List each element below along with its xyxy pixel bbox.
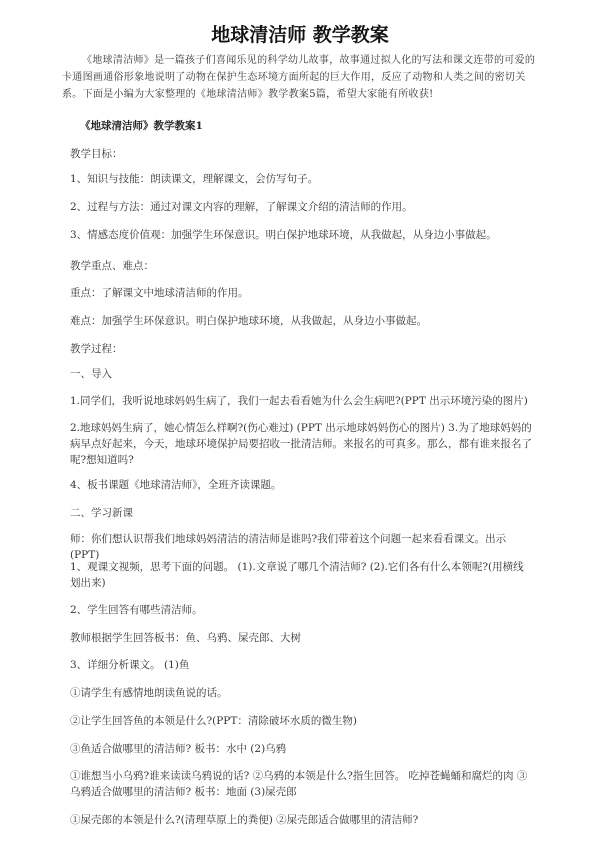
process-heading: 教学过程： bbox=[70, 343, 123, 355]
teacher-prompt: 师：你们想认识帮我们地球妈妈清洁的清洁师是谁吗?我们带着这个问题一起来看看课文。出示(PPT) bbox=[70, 533, 507, 561]
fish-item-1: ①请学生有感情地朗读鱼说的话。 bbox=[70, 687, 228, 699]
lesson-step-1: 1、观课文视频，思考下面的问题。 (1).文章说了哪几个清洁师? (2).它们各有什么本领呢?(用横线划出来) bbox=[70, 561, 524, 589]
dung-beetle-items: ①屎壳郎的本领是什么?(清理草原上的粪便) ②屎壳郎适合做哪里的清洁师? bbox=[70, 814, 419, 826]
crow-items: ①谁想当小乌鸦?谁来读读乌鸦说的话? ②乌鸦的本领是什么?指生回答。 吃掉苍蝇蛹和腐烂的肉 ③乌鸦适合做哪里的清洁师? 板书：地面 (3)屎壳郎 bbox=[70, 770, 528, 798]
section-title: 《地球清洁师》教学教案1 bbox=[80, 120, 203, 132]
key-points-heading: 教学重点、难点： bbox=[70, 260, 154, 272]
intro-step-2: 2.地球妈妈生病了，她心情怎么样啊?(伤心难过) (PPT 出示地球妈妈伤心的图片) 3.为了地球妈妈的病早点好起来，今天，地球环境保护局要招收一批清洁师。来报名的可真多。那么，都有谁来报名了呢?想知道吗? bbox=[70, 422, 532, 466]
board-writing: 教师根据学生回答板书：鱼、乌鸦、屎壳郎、大树 bbox=[70, 632, 301, 644]
intro-paragraph: 《地球清洁师》是一篇孩子们喜闻乐见的科学幼儿故事，故事通过拟人化的写法和课文连带的可爱的卡通图画通俗形象地说明了动物在保护生态环境方面所起的巨大作用，反应了动物和人类之间的密切关系。下面是小编为大家整理的《地球清洁师》教学教案5篇，希望大家能有所收获! bbox=[62, 55, 536, 100]
key-point: 重点：了解课文中地球清洁师的作用。 bbox=[70, 287, 249, 299]
objective-knowledge: 1、知识与技能：朗读课文，理解课文，会仿写句子。 bbox=[70, 173, 319, 185]
page-title: 地球清洁师 教学教案 bbox=[211, 24, 389, 46]
fish-item-2: ②让学生回答鱼的本领是什么?(PPT：清除破坏水质的微生物) bbox=[70, 715, 357, 727]
objective-attitude: 3、情感态度价值观：加强学生环保意识。明白保护地球环境，从我做起，从身边小事做起。 bbox=[70, 229, 497, 241]
section-intro-heading: 一、导入 bbox=[70, 368, 112, 380]
lesson-step-2: 2、学生回答有哪些清洁师。 bbox=[70, 604, 203, 616]
objectives-heading: 教学目标： bbox=[70, 148, 123, 160]
intro-step-1: 1.同学们，我听说地球妈妈生病了，我们一起去看看她为什么会生病吧?(PPT 出示环境污染的图片) bbox=[70, 395, 528, 407]
intro-step-4: 4、板书课题《地球清洁师》，全班齐读课题。 bbox=[70, 479, 282, 491]
difficult-point: 难点：加强学生环保意识。明白保护地球环境，从我做起，从身边小事做起。 bbox=[70, 315, 427, 327]
section-new-lesson-heading: 二、学习新课 bbox=[70, 507, 133, 519]
objective-process: 2、过程与方法：通过对课文内容的理解，了解课文介绍的清洁师的作用。 bbox=[70, 201, 413, 213]
fish-item-3: ③鱼适合做哪里的清洁师? 板书：水中 (2)乌鸦 bbox=[70, 743, 287, 755]
lesson-step-3: 3、详细分析课文。 (1)鱼 bbox=[70, 659, 190, 671]
